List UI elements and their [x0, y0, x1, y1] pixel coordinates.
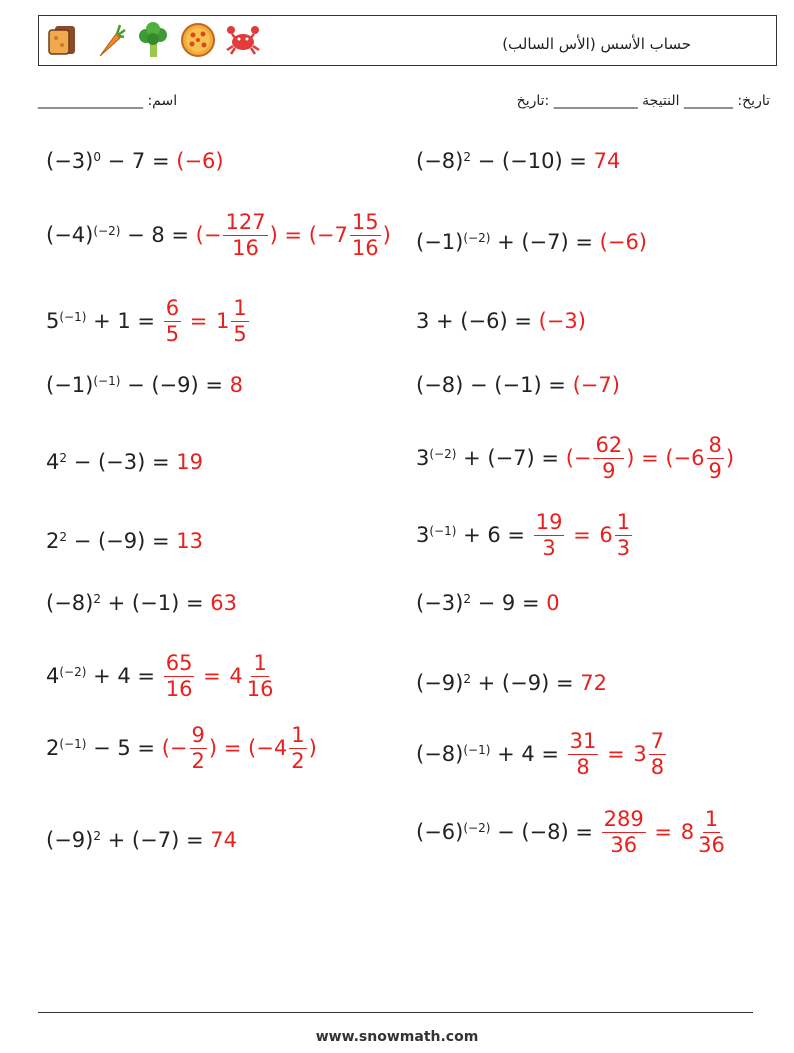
question [46, 591, 210, 615]
answer [210, 828, 237, 852]
problem-row [416, 131, 620, 191]
denominator: 8 [576, 754, 590, 779]
answer-value: 8 [229, 373, 244, 397]
denominator: 3 [616, 535, 631, 560]
question [416, 820, 600, 844]
problem-row [46, 810, 237, 870]
answer [162, 650, 278, 701]
problem-row [416, 355, 620, 415]
answer [176, 149, 223, 173]
numerator: 62 [595, 432, 623, 457]
denominator: 8 [650, 754, 665, 779]
answer [600, 230, 647, 254]
paren-open: (− [161, 736, 188, 760]
numerator: 15 [351, 209, 379, 234]
operation: − (−9) = [67, 529, 177, 553]
question [416, 446, 566, 470]
exponent: 2 [59, 450, 68, 465]
numerator: 127 [225, 209, 266, 234]
exponent: (−2) [429, 446, 457, 461]
operation: + (−1) = [100, 591, 211, 615]
problem-row [46, 291, 251, 351]
operation: + (−7) = [456, 446, 566, 470]
paren-close: ) [308, 736, 317, 760]
exponent: (−1) [59, 309, 87, 324]
answer-value: 0 [546, 591, 560, 615]
whole-part: 4 [273, 736, 288, 760]
question [46, 223, 196, 247]
exponent: (−1) [93, 373, 121, 388]
operation: − (−9) = [120, 373, 230, 397]
base: (−8) [416, 742, 464, 766]
header-box [38, 15, 777, 66]
exponent: (−1) [429, 523, 457, 538]
answer [573, 373, 620, 397]
equals: = [600, 742, 632, 766]
denominator: 16 [246, 676, 274, 701]
denominator: 36 [698, 832, 725, 857]
denominator: 5 [233, 321, 247, 346]
worksheet-title: حساب الأسس (الأس السالب) [502, 35, 691, 53]
operation: + 1 = [86, 309, 162, 333]
paren-close: ) [382, 223, 391, 247]
whole-part: 7 [334, 223, 348, 247]
problem-row [416, 724, 668, 784]
fraction [707, 432, 724, 483]
numerator: 1 [253, 650, 267, 675]
numerator: 65 [165, 650, 193, 675]
exponent: (−1) [59, 736, 87, 751]
problem-row [46, 131, 224, 191]
problem-row [46, 205, 391, 265]
answer [565, 432, 735, 483]
whole-part: 3 [633, 742, 647, 766]
whole-part: 8 [680, 820, 695, 844]
numerator: 31 [569, 728, 597, 753]
footer-divider [38, 1012, 753, 1013]
base: 3 [416, 446, 430, 470]
base: 4 [46, 450, 60, 474]
numerator: 1 [616, 509, 631, 534]
answer-value: 63 [210, 591, 237, 615]
question [416, 742, 566, 766]
problem-row [46, 511, 203, 571]
bread-icon [45, 20, 82, 60]
numerator: 1 [704, 806, 719, 831]
paren-equals: ) = (− [269, 223, 335, 247]
fraction [190, 722, 207, 773]
question [416, 523, 532, 547]
question [46, 529, 176, 553]
answer-value: 74 [210, 828, 237, 852]
question [46, 309, 162, 333]
base: (−6) [416, 820, 464, 844]
fraction [602, 806, 646, 857]
exponent: 2 [59, 529, 68, 544]
base: (−9) [46, 828, 94, 852]
denominator: 9 [602, 458, 616, 483]
base: (−1) [416, 230, 464, 254]
question [416, 149, 594, 173]
exponent: (−2) [93, 223, 121, 238]
problem-row [416, 428, 734, 488]
denominator: 2 [291, 748, 305, 773]
exponent: 2 [93, 591, 101, 606]
problem-row [416, 291, 586, 351]
operation: + (−9) = [470, 671, 581, 695]
answer [230, 373, 243, 397]
problem-row [416, 802, 729, 862]
exponent: 0 [93, 149, 101, 164]
answer [539, 309, 586, 333]
fraction [350, 209, 381, 260]
answer-value: 74 [593, 149, 621, 173]
answer [176, 450, 203, 474]
answer [162, 295, 251, 346]
problem-row [46, 573, 237, 633]
fraction [696, 806, 727, 857]
equals: = [647, 820, 679, 844]
problem-row [416, 573, 560, 633]
fraction [164, 650, 195, 701]
answer [580, 671, 607, 695]
problem-row [46, 355, 243, 415]
numerator: 19 [535, 509, 563, 534]
problem-row [416, 212, 647, 272]
operation: + 4 = [86, 664, 162, 688]
exponent: (−2) [59, 664, 87, 679]
base: (−3) [46, 149, 94, 173]
answer [600, 806, 729, 857]
operation: + (−7) = [100, 828, 211, 852]
answer-value: (−7) [572, 373, 620, 397]
answer-value: (−3) [538, 309, 586, 333]
fraction [568, 728, 599, 779]
question [416, 591, 546, 615]
pizza-icon [180, 20, 217, 60]
answer [546, 591, 559, 615]
operation: − (−8) = [490, 820, 600, 844]
operation: − 5 = [86, 736, 162, 760]
denominator: 2 [191, 748, 205, 773]
fraction [223, 209, 267, 260]
fraction [593, 432, 624, 483]
denominator: 3 [542, 535, 556, 560]
paren-equals: ) = (− [208, 736, 274, 760]
equals: = [183, 309, 215, 333]
base: 3 + (−6) = [416, 309, 539, 333]
icon-row [45, 20, 262, 60]
denominator: 9 [708, 458, 722, 483]
denominator: 16 [165, 676, 193, 701]
answer [566, 728, 668, 779]
broccoli-icon [135, 20, 172, 60]
base: (−4) [46, 223, 94, 247]
base: 3 [416, 523, 430, 547]
exponent: 2 [93, 828, 101, 843]
denominator: 16 [351, 235, 379, 260]
answer-value: 72 [580, 671, 607, 695]
paren-open: (− [195, 223, 222, 247]
problem-row [46, 646, 278, 706]
question [416, 309, 539, 333]
numerator: 1 [291, 722, 305, 747]
base: 2 [46, 736, 60, 760]
numerator: 7 [650, 728, 665, 753]
date-score-field: تاريخ: _______ النتيجة ____________ :تاريخ [516, 93, 770, 109]
paren-open: (− [565, 446, 592, 470]
base: (−8) − (−1) = [416, 373, 573, 397]
base: (−1) [46, 373, 94, 397]
exponent: (−1) [463, 742, 491, 757]
numerator: 289 [603, 806, 644, 831]
answer-value: (−6) [599, 230, 647, 254]
base: 5 [46, 309, 60, 333]
fraction [245, 650, 276, 701]
exponent: 2 [463, 591, 471, 606]
paren-equals: ) = (− [626, 446, 692, 470]
operation: − (−10) = [470, 149, 594, 173]
base: (−9) [416, 671, 464, 695]
operation: − 9 = [470, 591, 547, 615]
operation: + (−7) = [490, 230, 600, 254]
paren-close: ) [725, 446, 735, 470]
problem-row [416, 653, 607, 713]
operation: − 8 = [120, 223, 196, 247]
question [416, 373, 573, 397]
base: (−8) [46, 591, 94, 615]
question [46, 664, 162, 688]
denominator: 16 [232, 235, 259, 260]
equals: = [196, 664, 228, 688]
operation: + 4 = [490, 742, 566, 766]
answer [532, 509, 634, 560]
answer-value: (−6) [176, 149, 224, 173]
question [46, 736, 162, 760]
problem-row [46, 432, 203, 492]
exponent: (−2) [463, 230, 491, 245]
numerator: 9 [191, 722, 205, 747]
crab-icon [225, 20, 262, 60]
whole-part: 1 [216, 309, 230, 333]
fraction [231, 295, 248, 346]
answer [594, 149, 621, 173]
name-field: اسم: _______________ [38, 93, 178, 109]
question [46, 828, 210, 852]
base: (−8) [416, 149, 464, 173]
problem-row [416, 505, 634, 565]
answer [176, 529, 203, 553]
answer [195, 209, 391, 260]
fraction [649, 728, 666, 779]
whole-part: 4 [229, 664, 243, 688]
numerator: 6 [165, 295, 180, 320]
answer-value: 13 [176, 529, 203, 553]
equals: = [566, 523, 598, 547]
question [46, 450, 176, 474]
operation: − (−3) = [67, 450, 177, 474]
fraction [289, 722, 306, 773]
exponent: 2 [463, 149, 471, 164]
operation: − 7 = [100, 149, 177, 173]
exponent: 2 [463, 671, 471, 686]
fraction [164, 295, 181, 346]
question [416, 230, 600, 254]
answer [210, 591, 237, 615]
whole-part: 6 [599, 523, 613, 547]
base: (−3) [416, 591, 464, 615]
whole-part: 6 [691, 446, 705, 470]
numerator: 8 [708, 432, 722, 457]
denominator: 5 [165, 321, 180, 346]
question [46, 149, 176, 173]
denominator: 36 [610, 832, 638, 857]
footer-url: www.snowmath.com [315, 1029, 479, 1045]
question [416, 671, 580, 695]
exponent: (−2) [463, 820, 491, 835]
base: 4 [46, 664, 60, 688]
operation: + 6 = [456, 523, 532, 547]
question [46, 373, 230, 397]
numerator: 1 [233, 295, 247, 320]
base: 2 [46, 529, 60, 553]
answer-value: 19 [176, 450, 203, 474]
fraction [615, 509, 632, 560]
fraction [534, 509, 565, 560]
carrot-icon [90, 20, 127, 60]
problem-row [46, 718, 317, 778]
answer [161, 722, 317, 773]
